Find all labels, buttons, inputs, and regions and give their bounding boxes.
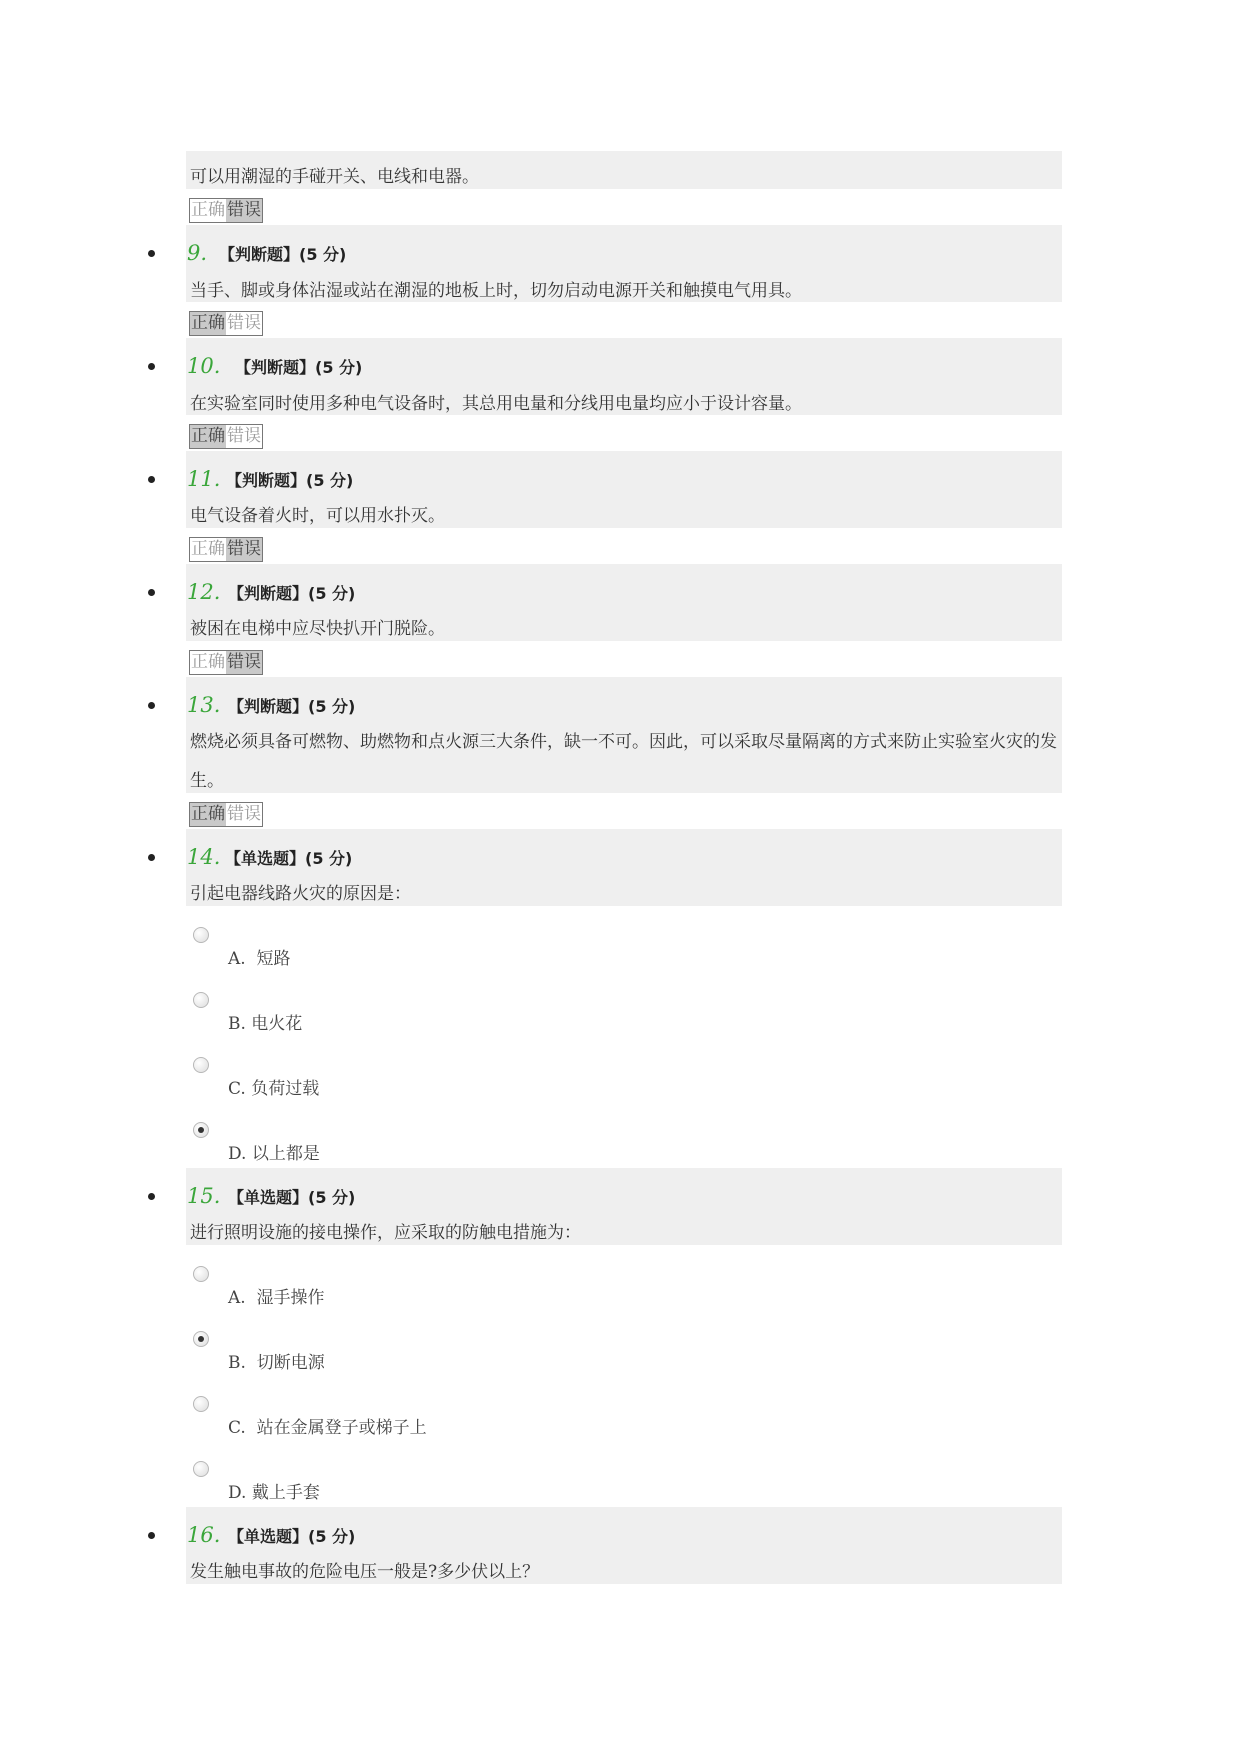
wrong-option[interactable]: 错误 <box>227 200 261 220</box>
question-type: 【判断题】(5 分) <box>228 696 356 716</box>
radio-button-icon[interactable] <box>193 1057 209 1073</box>
bullet-icon <box>148 1193 155 1200</box>
question-number: 14. <box>187 845 221 869</box>
question-15-option-a[interactable] <box>190 1266 690 1306</box>
question-15-option-c[interactable] <box>190 1396 690 1436</box>
bullet-icon <box>148 363 155 370</box>
question-14-header <box>148 837 1062 877</box>
bullet-icon <box>148 854 155 861</box>
radio-button-icon[interactable] <box>193 1266 209 1282</box>
question-number: 11. <box>187 467 221 491</box>
option-label: D. 戴上手套 <box>228 1483 320 1503</box>
question-8-answer-toggle <box>189 198 263 223</box>
question-10-answer-toggle <box>189 424 263 449</box>
correct-option[interactable]: 正确 <box>191 313 225 333</box>
question-type: 【单选题】(5 分) <box>228 1526 356 1546</box>
question-15-text: 进行照明设施的接电操作，应采取的防触电措施为： <box>190 1223 581 1243</box>
question-11-answer-toggle <box>189 537 263 562</box>
question-10-text: 在实验室同时使用多种电气设备时，其总用电量和分线用电量均应小于设计容量。 <box>190 394 802 414</box>
question-number: 9. <box>187 241 208 265</box>
question-16-text: 发生触电事故的危险电压一般是?多少伏以上？ <box>190 1562 540 1582</box>
question-number: 16. <box>187 1523 221 1547</box>
question-type: 【单选题】(5 分) <box>228 1187 356 1207</box>
radio-button-icon[interactable] <box>193 1122 209 1138</box>
radio-button-icon[interactable] <box>193 1331 209 1347</box>
question-9-header <box>148 233 1062 273</box>
option-label: D. 以上都是 <box>228 1144 320 1164</box>
question-13-header <box>148 685 1062 725</box>
question-13-answer-toggle <box>189 802 263 827</box>
wrong-option[interactable]: 错误 <box>227 426 261 446</box>
question-11-header <box>148 459 1062 499</box>
question-14-text: 引起电器线路火灾的原因是： <box>190 884 411 904</box>
question-16-header <box>148 1515 1062 1555</box>
correct-option[interactable]: 正确 <box>191 539 225 559</box>
question-number: 15. <box>187 1184 221 1208</box>
radio-button-icon[interactable] <box>193 1461 209 1477</box>
question-type: 【单选题】(5 分) <box>225 848 353 868</box>
question-14-option-d[interactable] <box>190 1122 690 1162</box>
question-12-answer-toggle <box>189 650 263 675</box>
question-9-text: 当手、脚或身体沾湿或站在潮湿的地板上时，切勿启动电源开关和触摸电气用具。 <box>190 281 802 301</box>
question-14-option-b[interactable] <box>190 992 690 1032</box>
option-label: C. 站在金属登子或梯子上 <box>228 1418 427 1438</box>
question-14-option-c[interactable] <box>190 1057 690 1097</box>
question-type: 【判断题】(5 分) <box>235 357 363 377</box>
correct-option[interactable]: 正确 <box>191 652 225 672</box>
question-10-header <box>148 346 1062 386</box>
correct-option[interactable]: 正确 <box>191 426 225 446</box>
question-9-answer-toggle <box>189 311 263 336</box>
question-13-text: 燃烧必须具备可燃物、助燃物和点火源三大条件，缺一不可。因此，可以采取尽量隔离的方式来防止实验室火灾的发生。 <box>190 732 1057 791</box>
question-number: 12. <box>187 580 221 604</box>
bullet-icon <box>148 250 155 257</box>
question-type: 【判断题】(5 分) <box>226 470 354 490</box>
wrong-option[interactable]: 错误 <box>227 539 261 559</box>
wrong-option[interactable]: 错误 <box>227 652 261 672</box>
correct-option[interactable]: 正确 <box>191 200 225 220</box>
option-label: B. 切断电源 <box>228 1353 325 1373</box>
bullet-icon <box>148 1532 155 1539</box>
question-15-option-d[interactable] <box>190 1461 690 1501</box>
radio-button-icon[interactable] <box>193 927 209 943</box>
option-label: B. 电火花 <box>228 1014 303 1034</box>
question-12-header <box>148 572 1062 612</box>
question-type: 【判断题】(5 分) <box>219 244 347 264</box>
option-label: A. 湿手操作 <box>228 1288 325 1308</box>
bullet-icon <box>148 476 155 483</box>
question-15-option-b[interactable] <box>190 1331 690 1371</box>
question-14-option-a[interactable] <box>190 927 690 967</box>
bullet-icon <box>148 702 155 709</box>
question-type: 【判断题】(5 分) <box>228 583 356 603</box>
question-15-header <box>148 1176 1062 1216</box>
option-label: C. 负荷过载 <box>228 1079 320 1099</box>
question-8-text: 可以用潮湿的手碰开关、电线和电器。 <box>190 167 479 187</box>
wrong-option[interactable]: 错误 <box>227 313 261 333</box>
radio-button-icon[interactable] <box>193 1396 209 1412</box>
wrong-option[interactable]: 错误 <box>227 804 261 824</box>
question-11-text: 电气设备着火时，可以用水扑灭。 <box>190 506 445 526</box>
question-12-text: 被困在电梯中应尽快扒开门脱险。 <box>190 619 445 639</box>
option-label: A. 短路 <box>228 949 291 969</box>
question-number: 13. <box>187 693 221 717</box>
correct-option[interactable]: 正确 <box>191 804 225 824</box>
question-number: 10. <box>187 354 221 378</box>
radio-button-icon[interactable] <box>193 992 209 1008</box>
bullet-icon <box>148 589 155 596</box>
